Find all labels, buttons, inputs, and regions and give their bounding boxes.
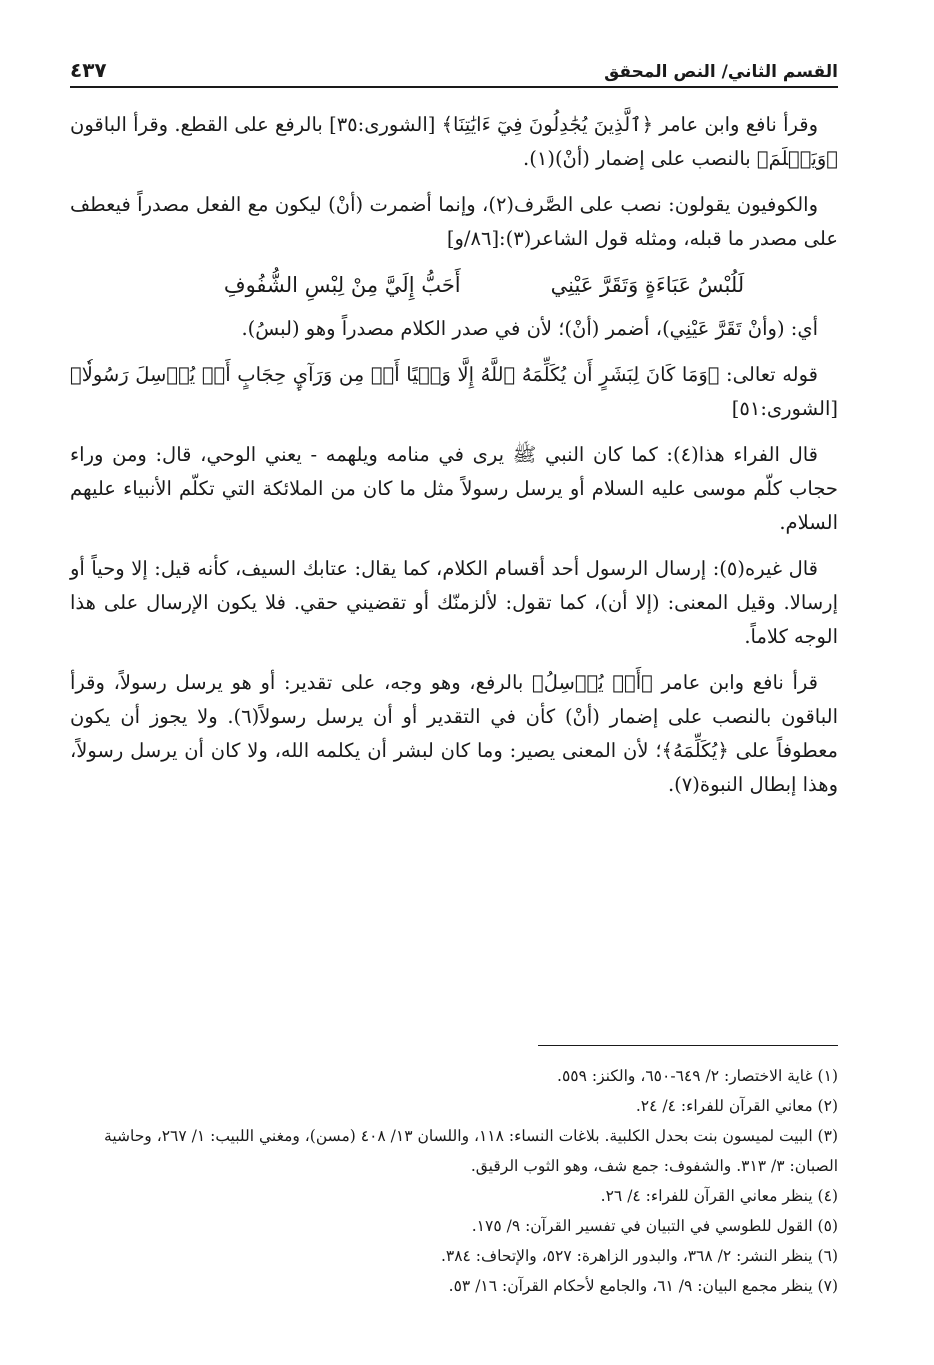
footnote-6: (٦) ينظر النشر: ٢/ ٣٦٨، والبدور الزاهرة: ٥٢٧، والإتحاف: ٣٨٤. [440, 1247, 838, 1265]
footnotes [70, 1061, 838, 1301]
paragraph-2: والكوفيون يقولون: نصب على الصَّرف(٢)، وإنما أضمرت (أنْ) ليكون مع الفعل مصدراً فيعطف على مصدر ما قبله، ومثله قول الشاعر(٣):[٨٦/و] [70, 193, 838, 250]
footnote-4: (٤) ينظر معاني القرآن للفراء: ٤/ ٢٦. [600, 1187, 838, 1205]
footnote-7: (٧) ينظر مجمع البيان: ٩/ ٦١، والجامع لأحكام القرآن: ١٦/ ٥٣. [448, 1277, 838, 1295]
paragraph-4: قوله تعالى: ﴿وَمَا كَانَ لِبَشَرٍ أَن يُكَلِّمَهُ ٱللَّهُ إِلَّا وَحۡيًا أَوۡ مِن وَرَآيِٕ حِجَابٍ أَوۡ يُرۡسِلَ رَسُولٗا﴾ [الشورى:٥١] [70, 363, 838, 420]
footnote-separator [538, 1045, 838, 1046]
page-header [70, 48, 838, 88]
paragraph-1: وقرأ نافع وابن عامر ﴿ٱلَّذِينَ يُجَٰدِلُونَ فِيٓ ءَايَٰتِنَا﴾ [الشورى:٣٥] بالرفع على القطع. وقرأ الباقون ﴿وَيَعۡلَمَ﴾ بالنصب على إضمار (أنْ)(١). [70, 113, 838, 170]
main-text [70, 108, 838, 814]
verse-hemistich-second: أَحَبُّ إِلَيَّ مِنْ لِبْسِ الشُّفُوفِ [223, 273, 461, 297]
paragraph-3: أي: (وأنْ تَقَرَّ عَيْنِي)، أضمر (أنْ)؛ لأن في صدر الكلام مصدراً وهو (لبسُ). [241, 317, 818, 340]
poetry-verse [70, 268, 838, 302]
book-page [70, 48, 838, 1338]
page-number: ٤٣٧ [70, 58, 107, 82]
footnote-5: (٥) القول للطوسي في التبيان في تفسير القرآن: ٩/ ١٧٥. [471, 1217, 838, 1235]
running-title: القسم الثاني/ النص المحقق [604, 62, 838, 82]
paragraph-7: قرأ نافع وابن عامر ﴿أَوۡ يُرۡسِلُ﴾ بالرفع، وهو وجه، على تقدير: أو هو يرسل رسولاً، وقرأ الباقون بالنصب على إضمار (أنْ) كأن في التقدير أو أن يرسل رسولاً(٦). ولا يجوز أن يكون معطوفاً على ﴿يُكَلِّمَهُ﴾؛ لأن المعنى يصير: وما كان لبشر أن يكلمه الله، ولا كان أن يرسل رسولاً، وهذا إبطال النبوة(٧). [70, 671, 838, 796]
paragraph-6: قال غيره(٥): إرسال الرسول أحد أقسام الكلام، كما يقال: عتابك السيف، كأنه قيل: إلا وحياً أو إرسالا. وقيل المعنى: (إلا أن)، كما تقول: لألزمنّك أو تقضيني حقي. فلا يكون الإرسال على هذا الوجه كلاماً. [70, 557, 838, 648]
footnote-3: (٣) البيت لميسون بنت بحدل الكلبية. بلاغات النساء: ١١٨، واللسان ١٣/ ٤٠٨ (مسن)، ومغني اللبيب: ١/ ٢٦٧، وحاشية الصبان: ٣/ ٣١٣. والشفوف: جمع شف، وهو الثوب الرقيق. [104, 1127, 838, 1175]
footnote-2: (٢) معاني القرآن للفراء: ٤/ ٢٤. [635, 1097, 838, 1115]
footnote-1: (١) غاية الاختصار: ٢/ ٦٤٩-٦٥٠، والكنز: ٥٥٩. [557, 1067, 838, 1085]
verse-hemistich-first: لَلُبْسُ عَبَاءَةٍ وَتَقَرَّ عَيْنِي [550, 273, 745, 297]
paragraph-5: قال الفراء هذا(٤): كما كان النبي ﷺ يرى في منامه ويلهمه - يعني الوحي، قال: ومن وراء حجاب كلّم موسى عليه السلام أو يرسل رسولاً مثل ما كان من الملائكة التي تكلّم الأنبياء عليهم السلام. [70, 443, 838, 534]
